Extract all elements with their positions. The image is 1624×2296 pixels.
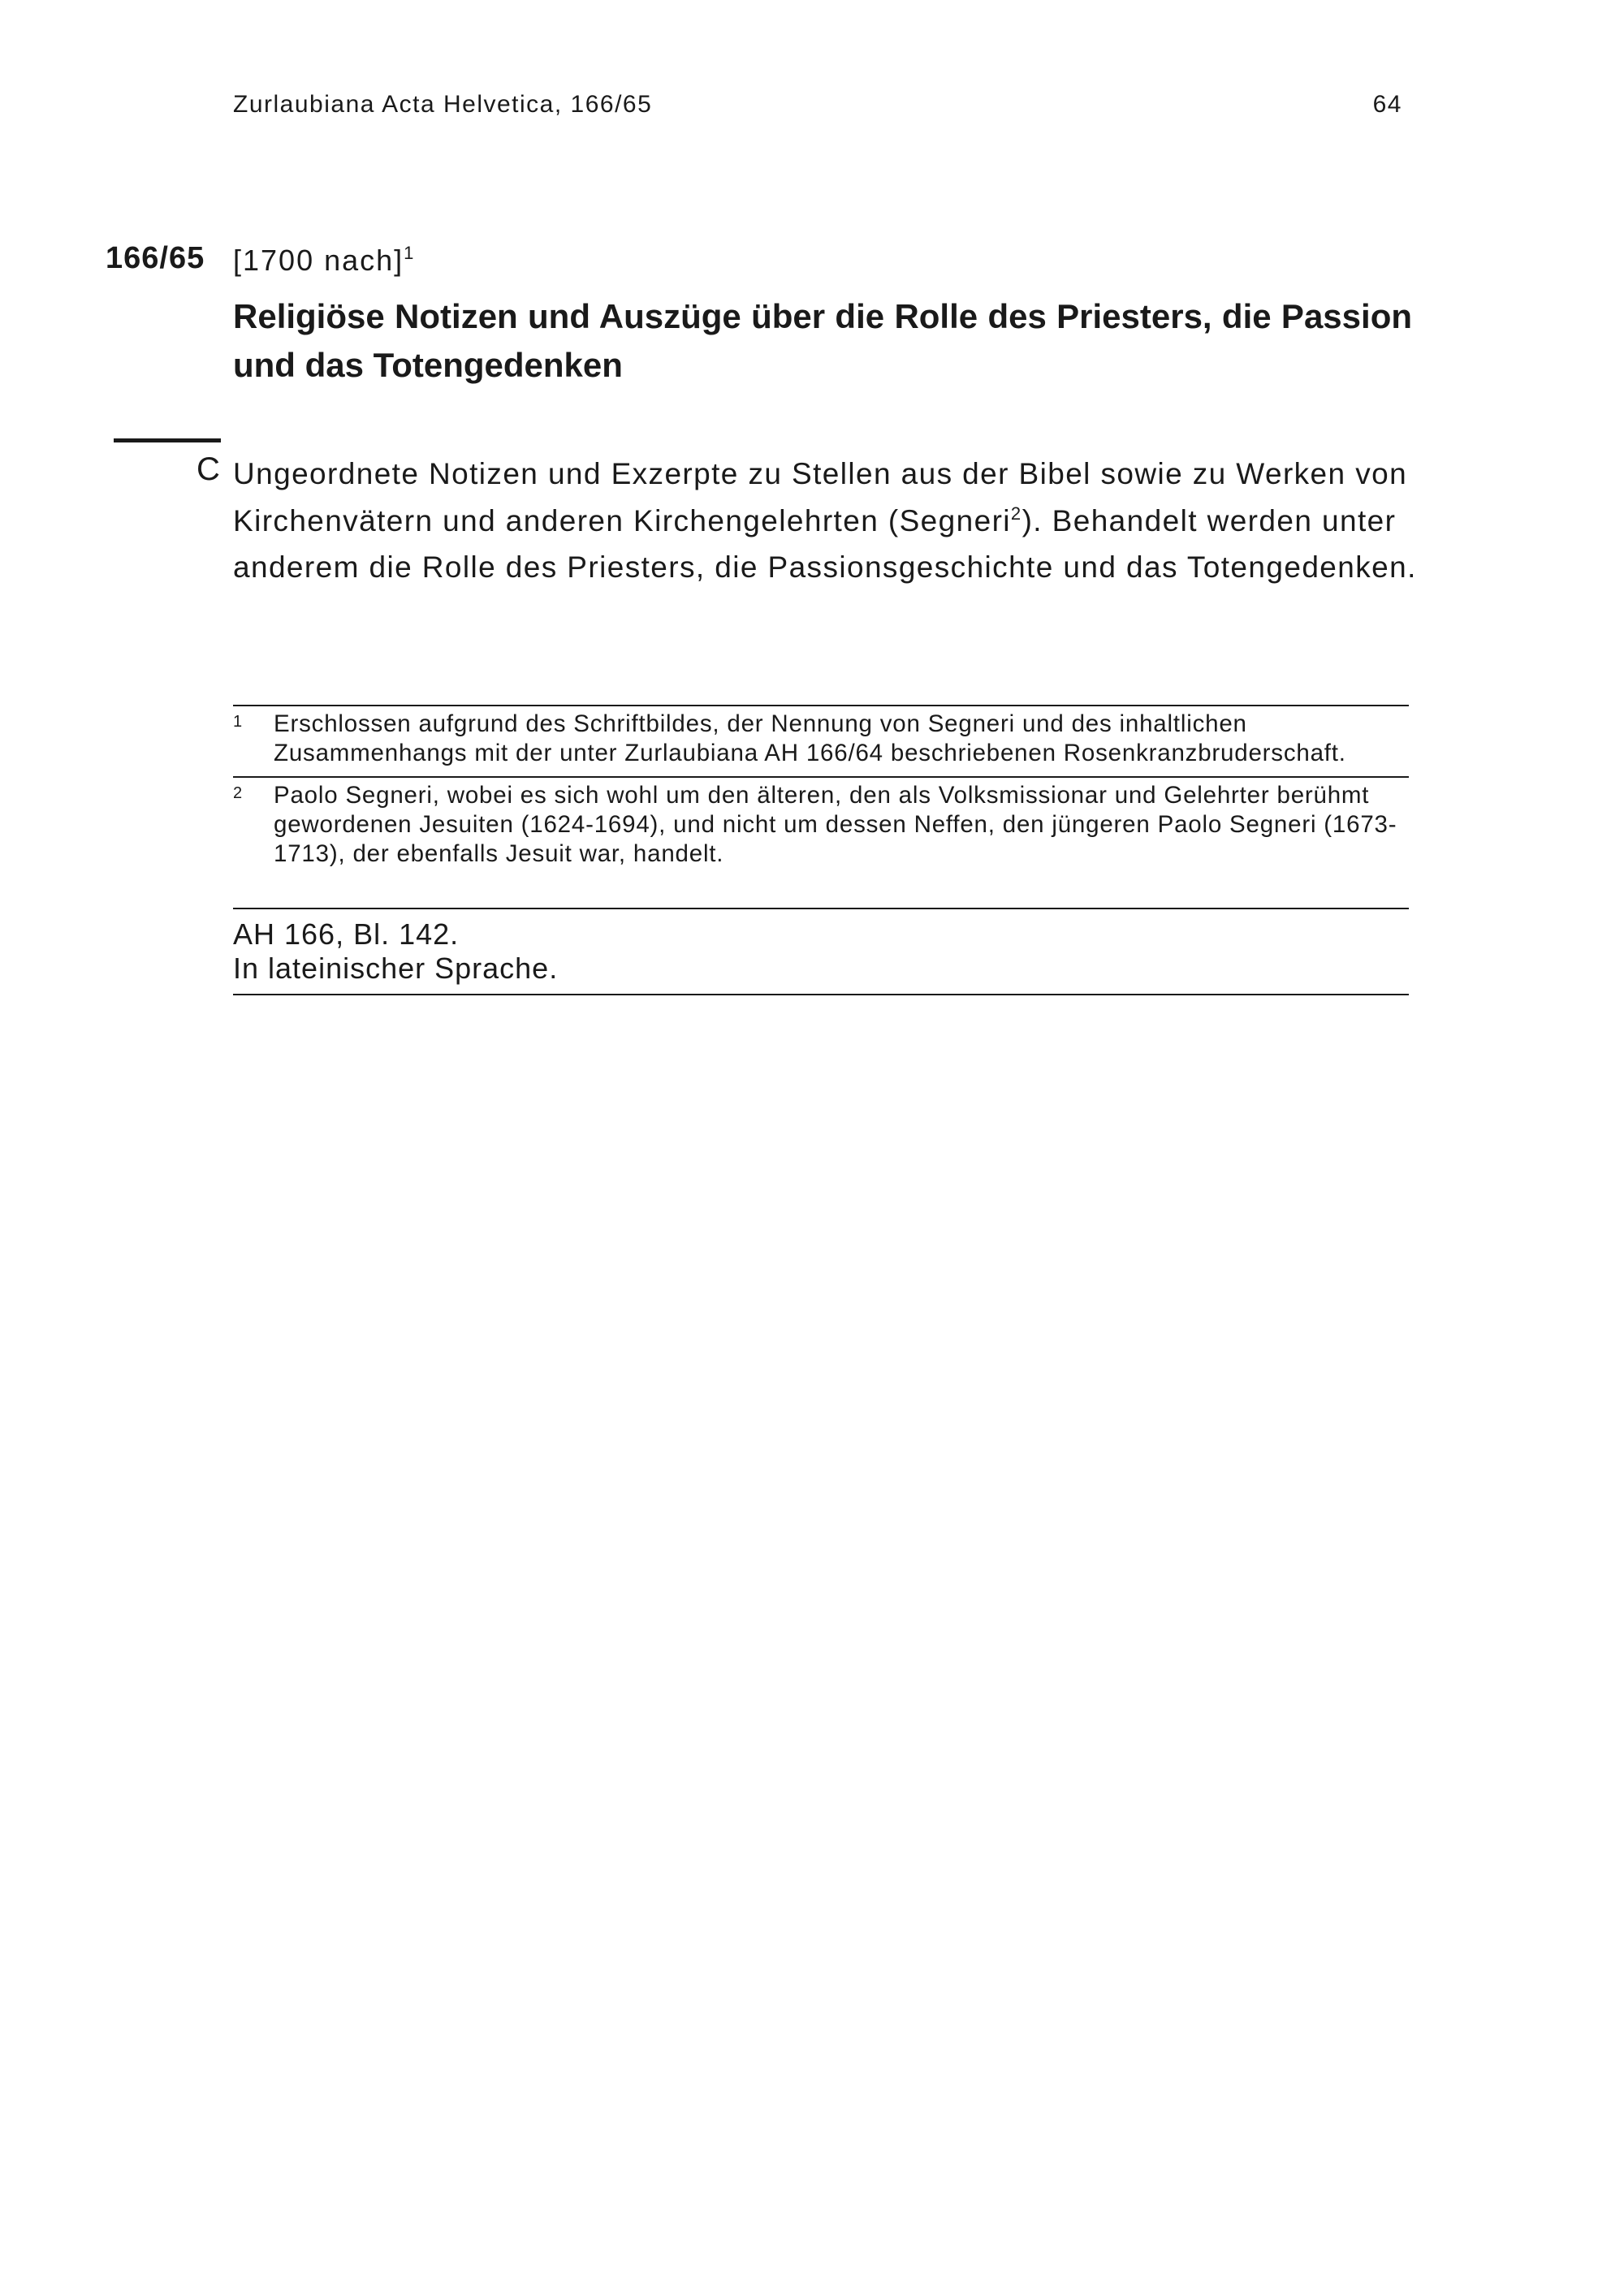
footnote-marker: 1: [233, 713, 243, 731]
footnote-ref-2[interactable]: 2: [1010, 503, 1022, 524]
entry-date: [233, 244, 415, 278]
source-location: AH 166, Bl. 142.: [233, 917, 460, 951]
entry-title: Religiöse Notizen und Auszüge über die Rolle des Priesters, die Passion und das Totengedenken: [233, 297, 1412, 384]
footnote-1: [233, 706, 1409, 776]
abstract-paragraph: [233, 451, 1419, 591]
side-marker: C: [197, 451, 220, 487]
running-title: Zurlaubiana Acta Helvetica, 166/65: [233, 91, 653, 118]
abstract-text-start: Ungeordnete Notizen und Exzerpte zu Stellen aus der Bibel sowie zu Werken von Kirchenvätern und anderen Kirchengelehrten (Segneri: [233, 457, 1408, 537]
footnote-text: Erschlossen aufgrund des Schriftbildes, der Nennung von Segneri und des inhaltlichen Zusammenhangs mit der unter Zurlaubiana AH 166/64 beschriebenen Rosenkranzbruderschaft.: [274, 710, 1346, 766]
footnote-ref-1[interactable]: 1: [404, 243, 416, 263]
source-info: [233, 908, 1409, 995]
footnote-text: Paolo Segneri, wobei es sich wohl um den älteren, den als Volksmissionar und Gelehrter berühmt gewordenen Jesuiten (1624-1694), und nicht um dessen Neffen, den jüngeren Paolo Segneri (1673-1713), der ebenfalls Jesuit war, handelt.: [274, 782, 1397, 867]
source-language: In lateinischer Sprache.: [233, 952, 559, 985]
abstract-text-end: ). Behandelt werden unter anderem die Rolle des Priesters, die Passionsgeschichte und das Totengedenken.: [233, 503, 1417, 584]
margin-rule: [114, 438, 221, 442]
entry-number: 166/65: [106, 241, 205, 275]
footnotes-section: [233, 705, 1409, 877]
footnote-marker: 2: [233, 784, 243, 802]
footnote-2: [233, 776, 1409, 877]
entry-date-text: [1700 nach]: [233, 244, 404, 277]
page-number: 64: [1372, 91, 1402, 118]
